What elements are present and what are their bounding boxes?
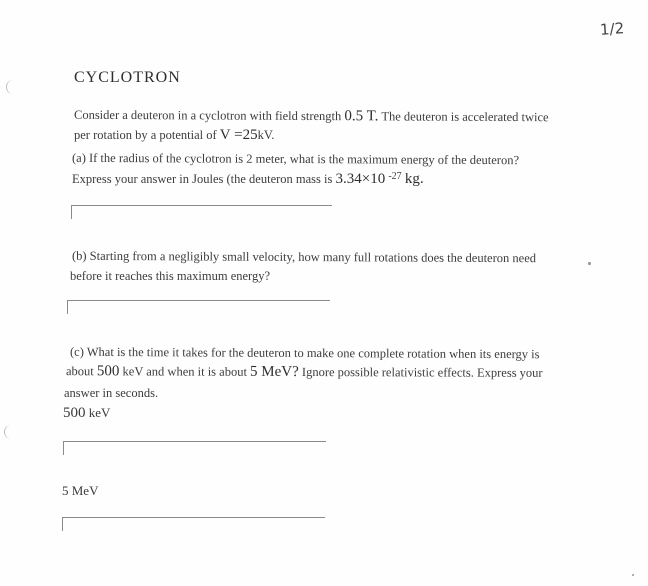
- question-a-line-1: [72, 151, 519, 168]
- margin-mark: [4, 425, 13, 439]
- question-c-text: Ignore possible relativistic effects. Express your: [301, 364, 543, 380]
- answer-field-b[interactable]: [67, 300, 330, 314]
- intro-line-2: [74, 127, 274, 144]
- question-a-text: (a) If the radius of the cyclotron is 2 meter, what is the maximum energy of the deuteron?: [71, 150, 520, 168]
- label-500-kev: [63, 405, 110, 422]
- intro-text: per rotation by a potential of: [74, 128, 217, 142]
- intro-text: The deuteron is accelerated twice: [381, 109, 549, 125]
- question-a-text: Express your answer in Joules (the deuteron mass is: [72, 172, 333, 186]
- scan-speck: [588, 262, 591, 265]
- answer-field-c-5mev[interactable]: [62, 517, 325, 531]
- energy-value-500: 500: [96, 363, 120, 380]
- question-c-text: about: [65, 364, 94, 379]
- question-c-line-2: [66, 363, 543, 382]
- question-c-text: (c) What is the time it takes for the deuteron to make one complete rotation when its energy is: [69, 344, 540, 362]
- scan-speck: [632, 574, 634, 576]
- question-c-text: keV and when it is about: [122, 364, 247, 379]
- question-b-text: (b) Starting from a negligibly small velocity, how many full rotations does the deuteron need: [71, 248, 537, 266]
- question-b-text: before it reaches this maximum energy?: [70, 269, 271, 283]
- page-number: 1/2: [599, 19, 625, 39]
- deuteron-mass-unit: kg.: [404, 171, 424, 187]
- margin-mark: [6, 80, 15, 94]
- question-b-line-1: [72, 249, 536, 266]
- question-c-line-1: [70, 345, 540, 362]
- deuteron-mass-exponent: -27: [388, 171, 402, 182]
- answer-field-a[interactable]: [71, 205, 332, 219]
- deuteron-mass-value: 3.34×10: [335, 171, 386, 187]
- intro-text: Consider a deuteron in a cyclotron with field strength: [73, 107, 342, 124]
- question-b-line-2: [70, 269, 270, 284]
- potential-unit: kV.: [257, 128, 275, 142]
- label-5-unit: MeV: [71, 483, 99, 498]
- label-5-mev: [62, 483, 98, 499]
- question-c-text: answer in seconds.: [64, 386, 159, 400]
- answer-field-c-500kev[interactable]: [63, 441, 326, 455]
- page-title: CYCLOTRON: [74, 69, 181, 86]
- label-5-number: 5: [62, 483, 69, 498]
- energy-value-5: 5 MeV?: [250, 363, 299, 380]
- question-c-line-3: [64, 386, 158, 401]
- potential-value: V =25: [219, 127, 258, 143]
- intro-line-1: [74, 107, 549, 126]
- question-a-line-2: [72, 171, 424, 188]
- label-500-number: 500: [63, 405, 86, 421]
- field-strength-value: 0.5 T.: [344, 108, 379, 125]
- label-500-unit: keV: [88, 405, 111, 420]
